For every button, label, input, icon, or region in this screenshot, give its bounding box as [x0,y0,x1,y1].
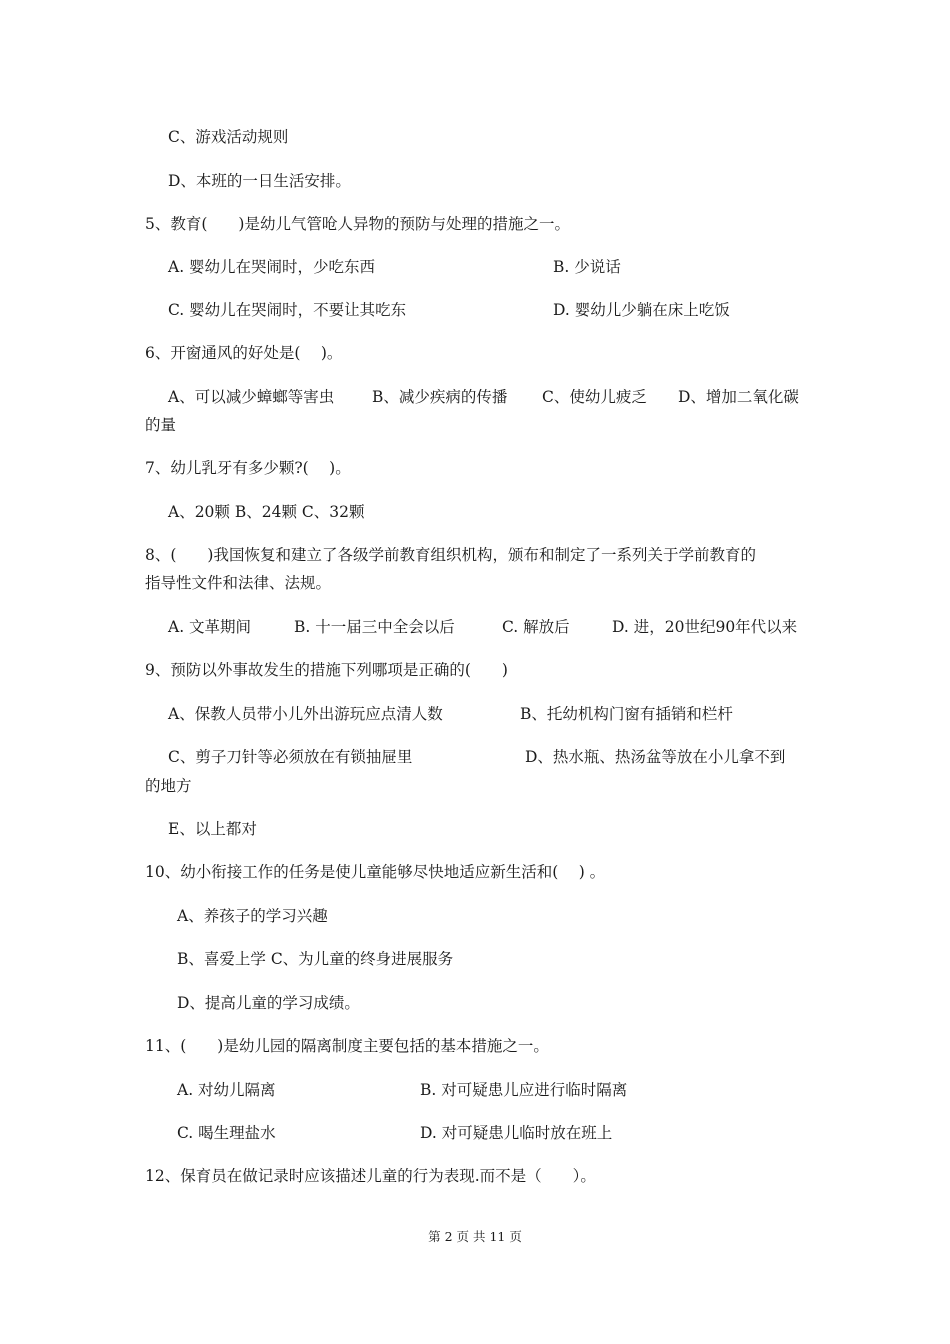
question-7: 7、幼儿乳牙有多少颗?( )。 [145,459,351,477]
q11-option-b: B. 对可疑患儿应进行临时隔离 [420,1081,628,1099]
q5-option-b: B. 少说话 [553,258,621,276]
q7-options: A、20颗 B、24颗 C、32颗 [168,503,365,521]
q6-option-b: B、减少疾病的传播 [372,388,508,406]
option-d-daily-schedule: D、本班的一日生活安排。 [168,172,351,190]
q9-option-c: C、剪子刀针等必须放在有锁抽屉里 [168,748,413,766]
q10-option-a: A、养孩子的学习兴趣 [177,907,328,925]
q9-option-d: D、热水瓶、热汤盆等放在小儿拿不到 [525,748,786,766]
question-9: 9、预防以外事故发生的措施下列哪项是正确的( ) [145,661,508,679]
q6-option-d: D、增加二氧化碳 [678,388,799,406]
q10-option-bc: B、喜爱上学 C、为儿童的终身进展服务 [177,950,454,968]
q6-option-c: C、使幼儿疲乏 [542,388,647,406]
page-number-footer: 第 2 页 共 11 页 [428,1229,522,1244]
q6-continuation: 的量 [145,416,177,434]
question-8: 8、( )我国恢复和建立了各级学前教育组织机构，颁布和制定了一系列关于学前教育的 [145,546,756,564]
q11-option-d: D. 对可疑患儿临时放在班上 [420,1124,613,1142]
q10-option-d: D、提高儿童的学习成绩。 [177,994,360,1012]
question-11: 11、( )是幼儿园的隔离制度主要包括的基本措施之一。 [145,1037,549,1055]
q8-option-a: A. 文革期间 [168,618,252,636]
q5-option-c: C. 婴幼儿在哭闹时，不要让其吃东 [168,301,407,319]
q8-option-b: B. 十一届三中全会以后 [294,618,455,636]
question-10: 10、幼小衔接工作的任务是使儿童能够尽快地适应新生活和( ) 。 [145,863,606,881]
q9-option-e: E、以上都对 [168,820,257,838]
q9-option-a: A、保教人员带小儿外出游玩应点清人数 [168,705,443,723]
question-5: 5、教育( )是幼儿气管呛人异物的预防与处理的措施之一。 [145,215,570,233]
q8-option-c: C. 解放后 [502,618,570,636]
question-6: 6、开窗通风的好处是( )。 [145,344,343,362]
q5-option-a: A. 婴幼儿在哭闹时，少吃东西 [168,258,376,276]
q6-option-a: A、可以减少蟑螂等害虫 [168,388,335,406]
q11-option-c: C. 喝生理盐水 [177,1124,276,1142]
q9-option-b: B、托幼机构门窗有插销和栏杆 [520,705,733,723]
question-12: 12、保育员在做记录时应该描述儿童的行为表现.而不是（ ）。 [145,1167,596,1185]
q8-continuation: 指导性文件和法律、法规。 [145,574,332,592]
q5-option-d: D. 婴幼儿少躺在床上吃饭 [553,301,730,319]
q9-continuation: 的地方 [145,777,192,795]
option-c-game-rules: C、游戏活动规则 [168,128,289,146]
q11-option-a: A. 对幼儿隔离 [177,1081,276,1099]
q8-option-d: D. 进，20世纪90年代以来 [612,618,798,636]
